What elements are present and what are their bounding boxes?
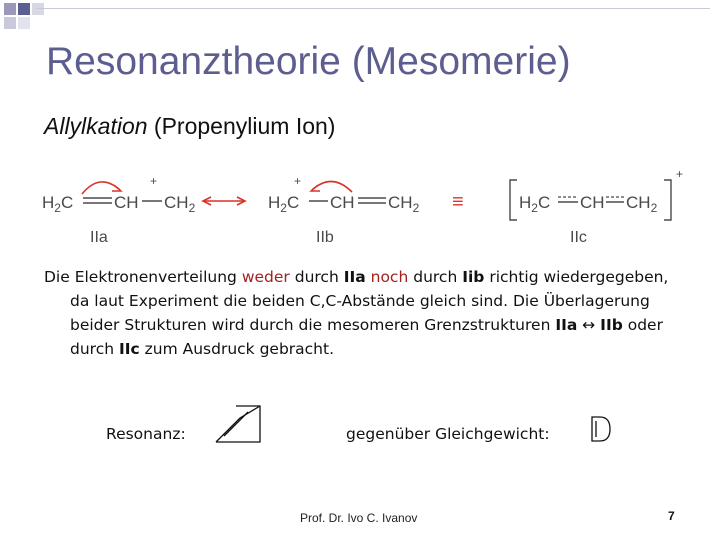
svg-text:+: + xyxy=(294,174,302,188)
slide-subtitle xyxy=(44,113,335,140)
explanation-paragraph: Die Elektronenverteilung weder durch IIa noch durch Iib richtig wiedergegeben, da laut Experiment die beiden C,C-Abstände gleich sind. Die Überlagerung beider Strukturen wird durch die mesomeren Grenzstrukturen IIa ↔ IIb oder durch IIc zum Ausdruck gebracht. xyxy=(44,268,669,358)
structure-iia xyxy=(42,174,196,246)
resonance-arrow xyxy=(203,197,245,205)
svg-text:CH: CH xyxy=(114,193,139,212)
page-number: 7 xyxy=(668,509,675,523)
resonance-label: Resonanz: xyxy=(106,425,186,443)
svg-text:CH2: $CH_2$ xyxy=(388,193,420,215)
svg-text:+: + xyxy=(150,174,158,188)
subtitle-rest: (Propenylium Ion) xyxy=(147,113,336,139)
slide-title: Resonanztheorie (Mesomerie) xyxy=(46,40,571,83)
label-iic: IIc xyxy=(570,229,587,246)
label-iib: IIb xyxy=(316,229,334,246)
svg-text:CH: CH xyxy=(580,193,605,212)
label-iia: IIa xyxy=(90,229,108,246)
svg-text:H2C: $H_2C$ xyxy=(519,193,551,215)
equivalence-symbol: ≡ xyxy=(452,191,464,213)
svg-text:H2C: $H_2C$ xyxy=(42,193,74,215)
corner-decoration xyxy=(0,0,60,40)
equilibrium-label: gegenüber Gleichgewicht: xyxy=(346,425,550,443)
svg-text:CH2: $CH_2$ xyxy=(626,193,658,215)
svg-text:CH2: $CH_2$ xyxy=(164,193,196,215)
svg-text:CH: CH xyxy=(330,193,355,212)
svg-text:+: + xyxy=(676,167,684,181)
structure-iib xyxy=(268,174,420,246)
title-rule xyxy=(36,8,710,9)
subtitle-italic: Allylkation xyxy=(44,113,148,139)
resonance-scheme xyxy=(0,160,720,255)
svg-text:H2C: $H_2C$ xyxy=(268,193,300,215)
footer-author: Prof. Dr. Ivo C. Ivanov xyxy=(300,511,418,525)
equilibrium-symbol-icon xyxy=(588,413,614,445)
resonance-symbol-icon xyxy=(212,402,264,446)
structure-iic xyxy=(510,167,683,246)
